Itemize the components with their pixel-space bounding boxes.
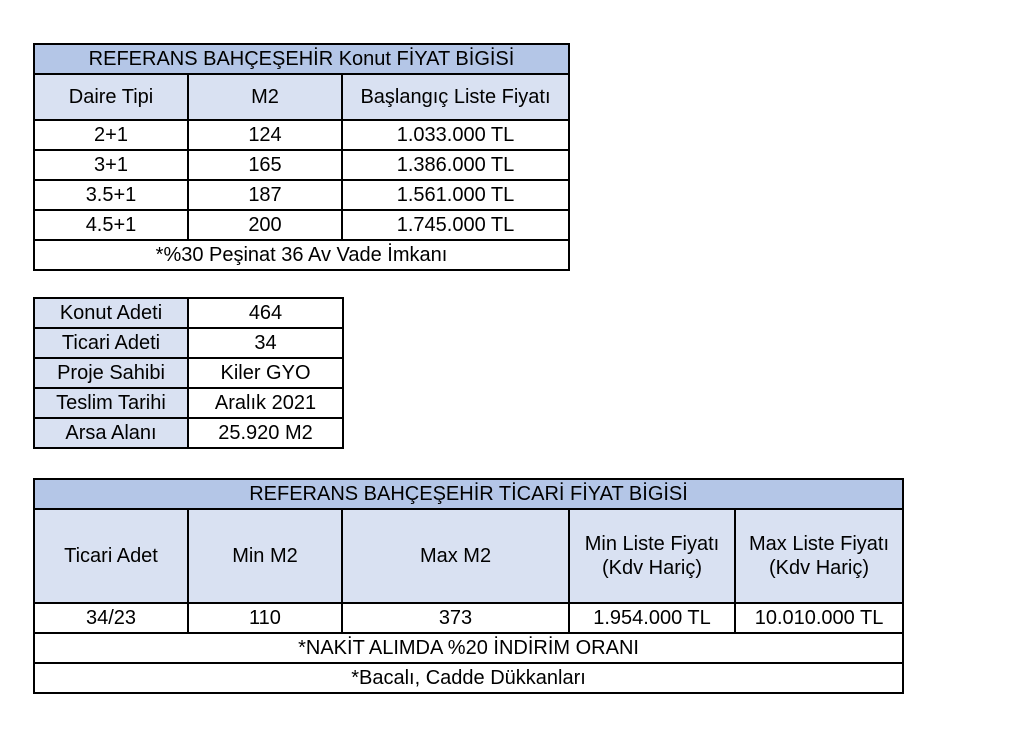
daire-tipi-cell: 2+1 (34, 120, 188, 150)
table-row (34, 328, 343, 358)
header-min-liste-fiyati: Min Liste Fiyatı (Kdv Hariç) (569, 509, 735, 603)
price-cell: 1.033.000 TL (342, 120, 569, 150)
max-price-cell: 10.010.000 TL (735, 603, 903, 633)
header-ticari-adet: Ticari Adet (34, 509, 188, 603)
ticari-price-table (33, 478, 904, 694)
header-min-m2: Min M2 (188, 509, 342, 603)
header-max-liste-fiyati: Max Liste Fiyatı (Kdv Hariç) (735, 509, 903, 603)
table-row (34, 298, 343, 328)
info-label: Ticari Adeti (34, 328, 188, 358)
table-row (34, 603, 903, 633)
table-row (34, 210, 569, 240)
header-daire-tipi: Daire Tipi (34, 74, 188, 120)
table-row (34, 180, 569, 210)
ticari-discount-note: *NAKİT ALIMDA %20 İNDİRİM ORANI (34, 633, 903, 663)
header-m2: M2 (188, 74, 342, 120)
konut-price-table (33, 43, 570, 271)
header-max-m2: Max M2 (342, 509, 569, 603)
m2-cell: 124 (188, 120, 342, 150)
ticari-adet-cell: 34/23 (34, 603, 188, 633)
table-row (34, 418, 343, 448)
project-info-table (33, 297, 344, 449)
ticari-shop-note: *Bacalı, Cadde Dükkanları (34, 663, 903, 693)
min-price-cell: 1.954.000 TL (569, 603, 735, 633)
daire-tipi-cell: 3.5+1 (34, 180, 188, 210)
ticari-table-title: REFERANS BAHÇEŞEHİR TİCARİ FİYAT BİGİSİ (34, 479, 903, 509)
price-cell: 1.386.000 TL (342, 150, 569, 180)
m2-cell: 165 (188, 150, 342, 180)
info-value: 34 (188, 328, 343, 358)
daire-tipi-cell: 4.5+1 (34, 210, 188, 240)
m2-cell: 187 (188, 180, 342, 210)
table-row (34, 120, 569, 150)
table-row (34, 358, 343, 388)
info-label: Proje Sahibi (34, 358, 188, 388)
info-label: Arsa Alanı (34, 418, 188, 448)
info-value: Kiler GYO (188, 358, 343, 388)
konut-table-title: REFERANS BAHÇEŞEHİR Konut FİYAT BİGİSİ (34, 44, 569, 74)
max-m2-cell: 373 (342, 603, 569, 633)
min-m2-cell: 110 (188, 603, 342, 633)
info-label: Teslim Tarihi (34, 388, 188, 418)
info-label: Konut Adeti (34, 298, 188, 328)
konut-payment-note: *%30 Peşinat 36 Av Vade İmkanı (34, 240, 569, 270)
header-baslangic-liste-fiyati: Başlangıç Liste Fiyatı (342, 74, 569, 120)
price-cell: 1.745.000 TL (342, 210, 569, 240)
price-cell: 1.561.000 TL (342, 180, 569, 210)
table-row (34, 150, 569, 180)
daire-tipi-cell: 3+1 (34, 150, 188, 180)
info-value: Aralık 2021 (188, 388, 343, 418)
m2-cell: 200 (188, 210, 342, 240)
info-value: 464 (188, 298, 343, 328)
info-value: 25.920 M2 (188, 418, 343, 448)
table-row (34, 388, 343, 418)
